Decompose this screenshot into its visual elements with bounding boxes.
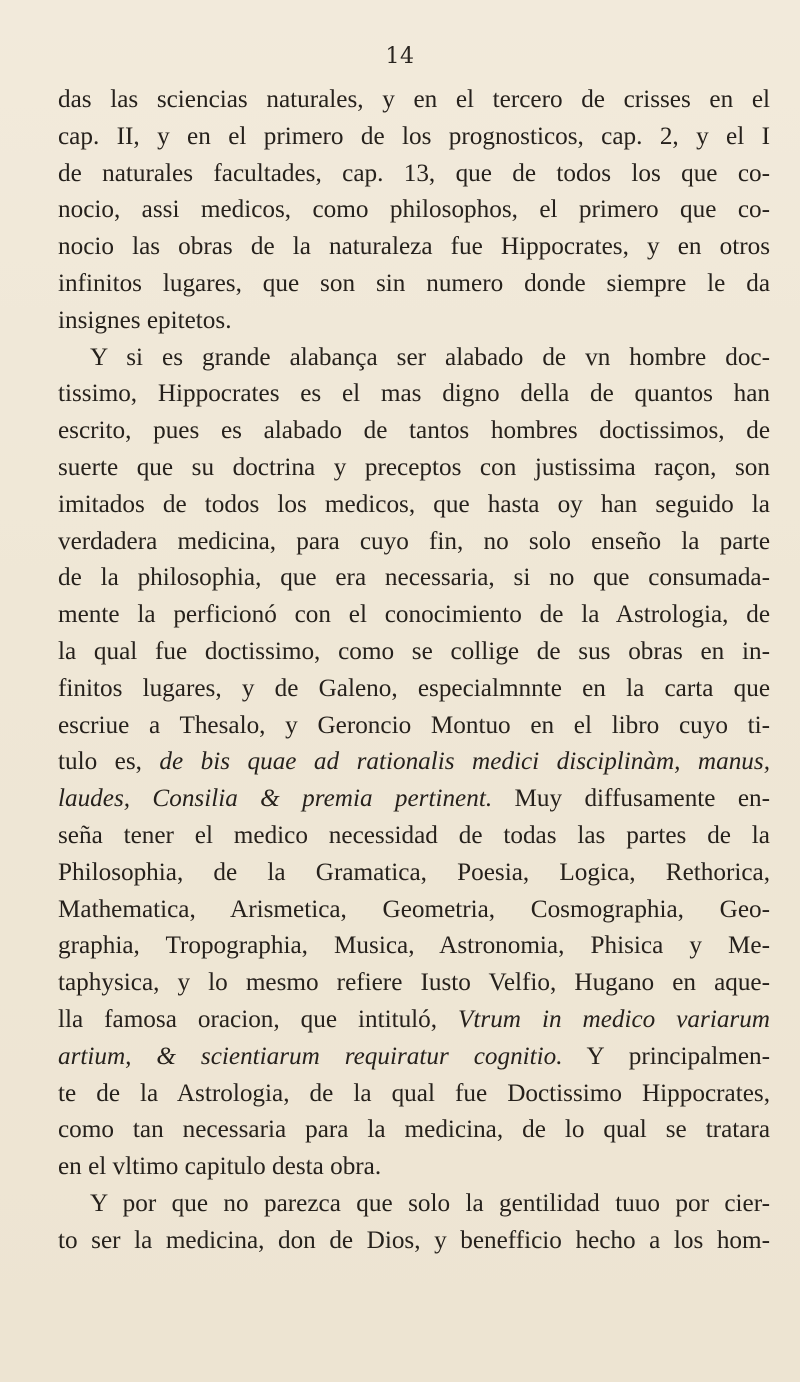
text-line: taphysica, y lo mesmo refiere Iusto Velfio, Hugano en aque-: [58, 969, 770, 997]
text-line: nocio las obras de la naturaleza fue Hippocrates, y en otros: [58, 233, 770, 261]
text-line: cap. II, y en el primero de los prognosticos, cap. 2, y el I: [58, 122, 770, 150]
text-line: lla famosa oracion, que intituló, Vtrum in medico variarum: [58, 1005, 770, 1033]
body-text: [58, 82, 770, 1260]
text-line: Mathematica, Arismetica, Geometria, Cosmographia, Geo-: [58, 895, 770, 923]
text-line: seña tener el medico necessidad de todas las partes de la: [58, 821, 770, 849]
text-line: insignes epitetos.: [58, 306, 232, 334]
latin-title: Vtrum in medico variarum: [458, 1005, 770, 1033]
text-line: en el vltimo capitulo desta obra.: [58, 1153, 382, 1181]
latin-title: artium, & scientiarum requiratur cognitio.: [58, 1042, 563, 1070]
text-line: escriue a Thesalo, y Geroncio Montuo en el libro cuyo ti-: [58, 711, 770, 739]
text-line: te de la Astrologia, de la qual fue Doctissimo Hippocrates,: [58, 1079, 770, 1107]
latin-title: de bis quae ad rationalis medici disciplinàm, manus,: [159, 748, 771, 776]
text-line: to ser la medicina, don de Dios, y benefficio hecho a los hom-: [58, 1226, 770, 1254]
text-line: artium, & scientiarum requiratur cognitio. Y principalmen-: [58, 1042, 771, 1070]
text-line: graphia, Tropographia, Musica, Astronomia, Phisica y Me-: [58, 932, 770, 960]
text-line: finitos lugares, y de Galeno, especialmnnte en la carta que: [58, 674, 770, 702]
text-line: das las sciencias naturales, y en el tercero de crisses en el: [58, 86, 770, 113]
text-line: tissimo, Hippocrates es el mas digno della de quantos han: [58, 380, 770, 408]
text-line: verdadera medicina, para cuyo fin, no solo enseño la parte: [58, 527, 770, 555]
text-line: imitados de todos los medicos, que hasta oy han seguido la: [58, 490, 770, 518]
text-line: infinitos lugares, que son sin numero donde siempre le da: [58, 269, 770, 297]
text-line: de la philosophia, que era necessaria, si no que consumada-: [58, 564, 770, 592]
text-line: Philosophia, de la Gramatica, Poesia, Logica, Rethorica,: [58, 858, 770, 886]
latin-title: laudes, Consilia & premia pertinent.: [58, 785, 493, 813]
text-line: laudes, Consilia & premia pertinent. Muy diffusamente en-: [58, 785, 770, 813]
paragraph-start-line: Y por que no parezca que solo la gentilidad tuuo por cier-: [90, 1189, 770, 1217]
paragraph-start-line: Y si es grande alabança ser alabado de vn hombre doc-: [90, 343, 770, 371]
text-line: suerte que su doctrina y preceptos con justissima raçon, son: [58, 453, 770, 481]
text-line: escrito, pues es alabado de tantos hombres doctissimos, de: [58, 417, 770, 445]
text-line: la qual fue doctissimo, como se collige de sus obras en in-: [58, 637, 770, 665]
text-line: nocio, assi medicos, como philosophos, el primero que co-: [58, 196, 770, 224]
page-number: 14: [385, 44, 415, 69]
text-line: de naturales facultades, cap. 13, que de todos los que co-: [58, 159, 770, 187]
text-line: como tan necessaria para la medicina, de lo qual se tratara: [58, 1116, 770, 1144]
text-line: tulo es, de bis quae ad rationalis medici disciplinàm, manus,: [58, 748, 771, 776]
text-line: mente la perficionó con el conocimiento de la Astrologia, de: [58, 601, 770, 629]
